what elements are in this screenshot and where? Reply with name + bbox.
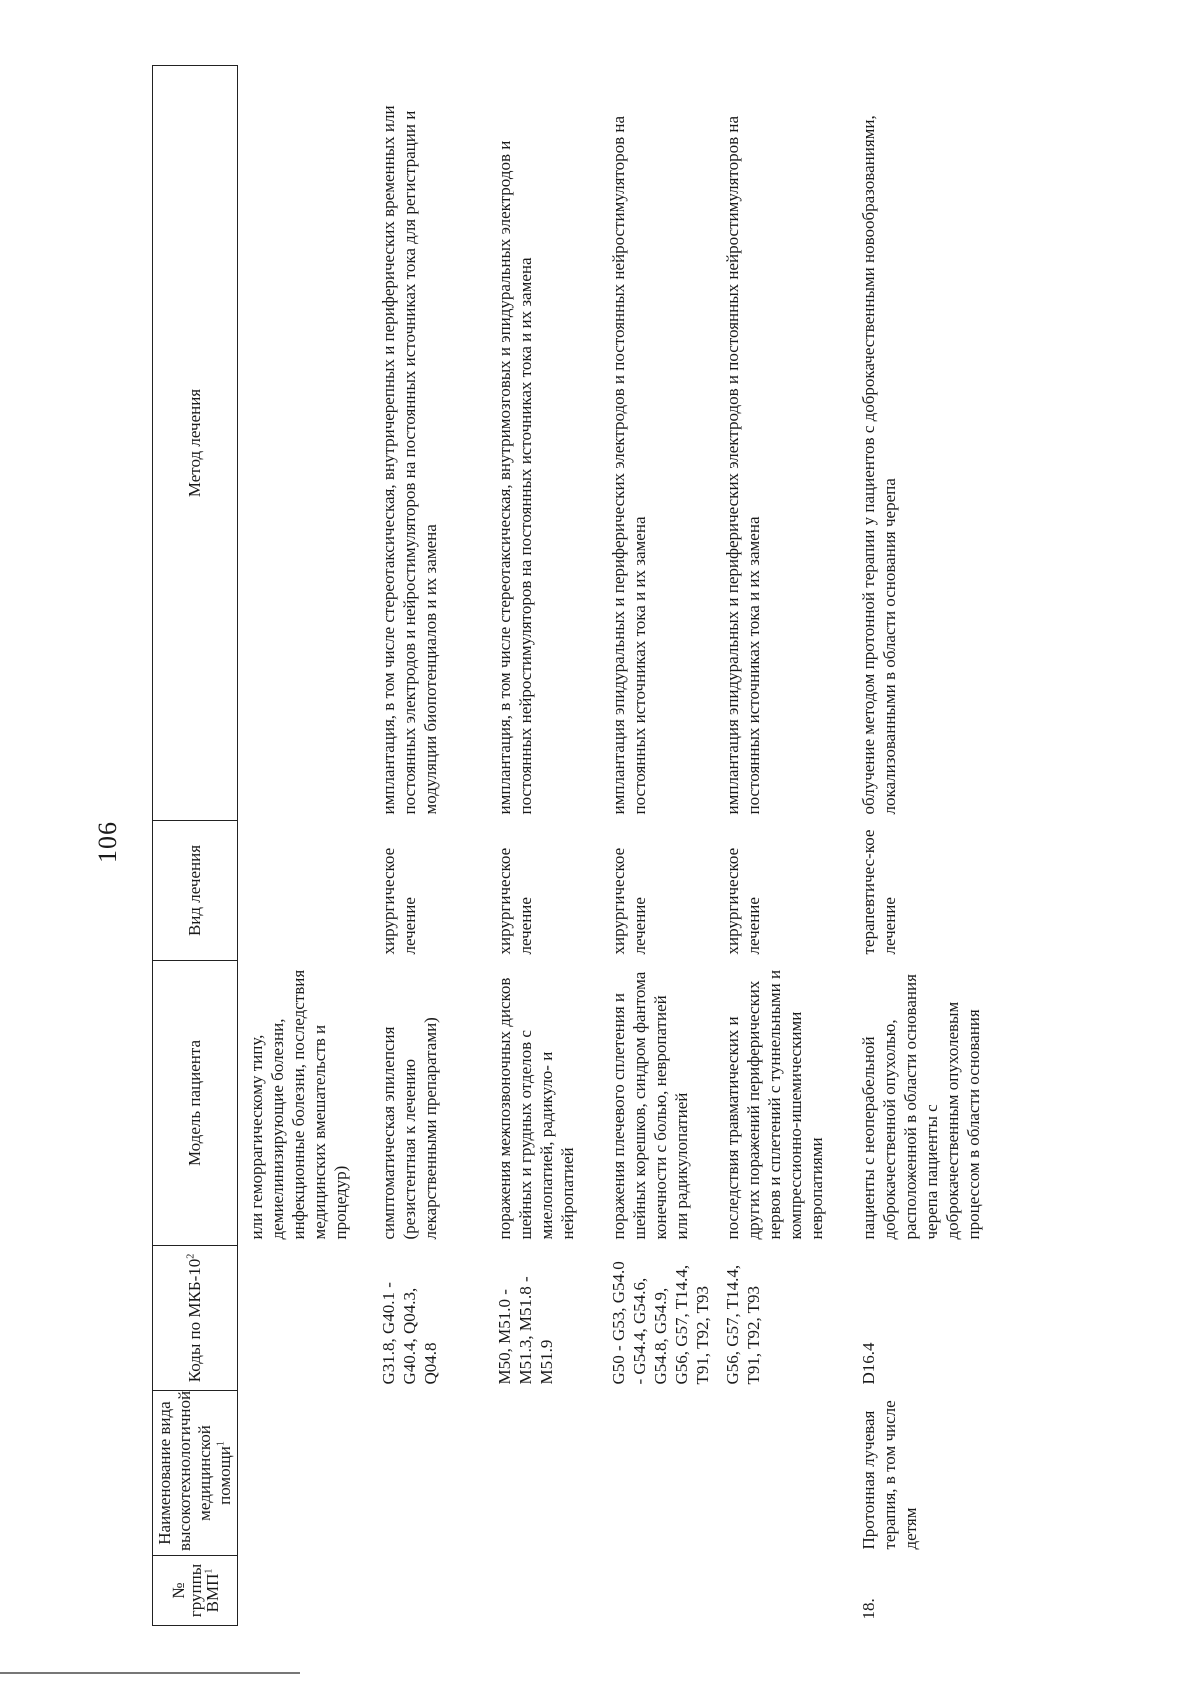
icd-codes-cell: G50 - G53, G54.0 - G54.4, G54.6, G54.8, G54.9, G56, G57, T14.4, T91, T92, T93 — [609, 1261, 712, 1385]
header-icd-codes: Коды по МКБ-$10^2$ — [153, 1246, 238, 1391]
treatment-method-cell: облучение методом протонной терапии у пациентов с доброкачественными новообразованиями, локализованными в области основания черепа — [859, 115, 899, 815]
treatment-type-cell: хирургическое лечение — [495, 847, 535, 955]
treatment-type-cell: хирургическое лечение — [379, 847, 419, 955]
header-patient-model: Модель пациента — [153, 961, 238, 1246]
rotated-page — [152, 66, 1132, 1626]
patient-model-cell: последствия травматических и других поражений периферических нервов и сплетений с туннельными и компрессионно-ишемическими невропатиями — [723, 969, 826, 1240]
patient-model-cell: поражения плечевого сплетения и шейных корешков, синдром фантома конечности с болью, невропатией или радикулопатией — [609, 971, 691, 1240]
group-number-cell: 18. — [859, 1598, 878, 1620]
icd-codes-cell: G31.8, G40.1 - G40.4, Q04.3, Q04.8 — [379, 1282, 440, 1385]
treatment-method-cell: имплантация, в том числе стереотаксическая, внутричерепных и периферических временных или постоянных электродов и нейростимуляторов на постоянных источниках тока для регистрации и модуляции биопотенциалов и их замена — [379, 105, 440, 815]
table-row — [604, 66, 718, 1626]
treatment-method-cell: имплантация, в том числе стереотаксическая, внутримозговых и эпидуральных электродов и постоянных нейростимуляторов на постоянных источниках тока и их замена — [495, 140, 535, 815]
icd-codes-cell: M50, M51.0 - M51.3, M51.8 - M51.9 — [495, 1276, 556, 1385]
care-type-name-cell: Протонная лучевая терапия, в том числе детям — [859, 1400, 920, 1550]
patient-model-cell: симптоматическая эпилепсия (резистентная к лечению лекарственными препаратами) — [379, 1017, 440, 1240]
icd-codes-cell: D16.4 — [859, 1342, 878, 1385]
header-group-number: № группы ВМП$^1$ — [153, 1556, 238, 1626]
treatment-method-cell: имплантация эпидуральных и периферических электродов и постоянных нейростимуляторов на постоянных источниках тока и их замена — [609, 115, 649, 815]
treatment-method-cell: имплантация эпидуральных и периферических электродов и постоянных нейростимуляторов на постоянных источниках тока и их замена — [723, 115, 763, 815]
page-number: 106 — [93, 821, 122, 863]
icd-codes-cell: G56, G57, T14.4, T91, T92, T93 — [723, 1264, 763, 1385]
scan-edge-line — [0, 1672, 300, 1674]
table-row — [238, 66, 375, 1626]
treatment-table — [152, 65, 998, 1626]
treatment-type-cell: хирургическое лечение — [723, 847, 763, 955]
table-header — [153, 66, 238, 1626]
table-row — [374, 66, 490, 1626]
treatment-type-cell: хирургическое лечение — [609, 847, 649, 955]
patient-model-cell: пациенты с неоперабельной доброкачественной опухолью, расположенной в области основания черепа пациенты с доброкачественным опухолевым процессом в области основания — [859, 974, 983, 1240]
table-row — [718, 66, 844, 1626]
table-row — [844, 66, 998, 1626]
header-treatment-type: Вид лечения — [153, 821, 238, 961]
header-care-type-name: Наименование вида высокотехнологичной медицинской помощи$^1$ — [153, 1391, 238, 1556]
patient-model-cell: поражения межпозвоночных дисков шейных и грудных отделов с миелопатией, радикуло- и нейропатией — [495, 977, 577, 1240]
header-treatment-method: Метод лечения — [153, 66, 238, 821]
treatment-type-cell: терапевтичес-кое лечение — [859, 829, 899, 955]
patient-model-cell: или геморрагическому типу, демиелинизирующие болезни, инфекционные болезни, последствия медицинских вмешательств и процедур) — [247, 969, 350, 1240]
table-row — [490, 66, 604, 1626]
